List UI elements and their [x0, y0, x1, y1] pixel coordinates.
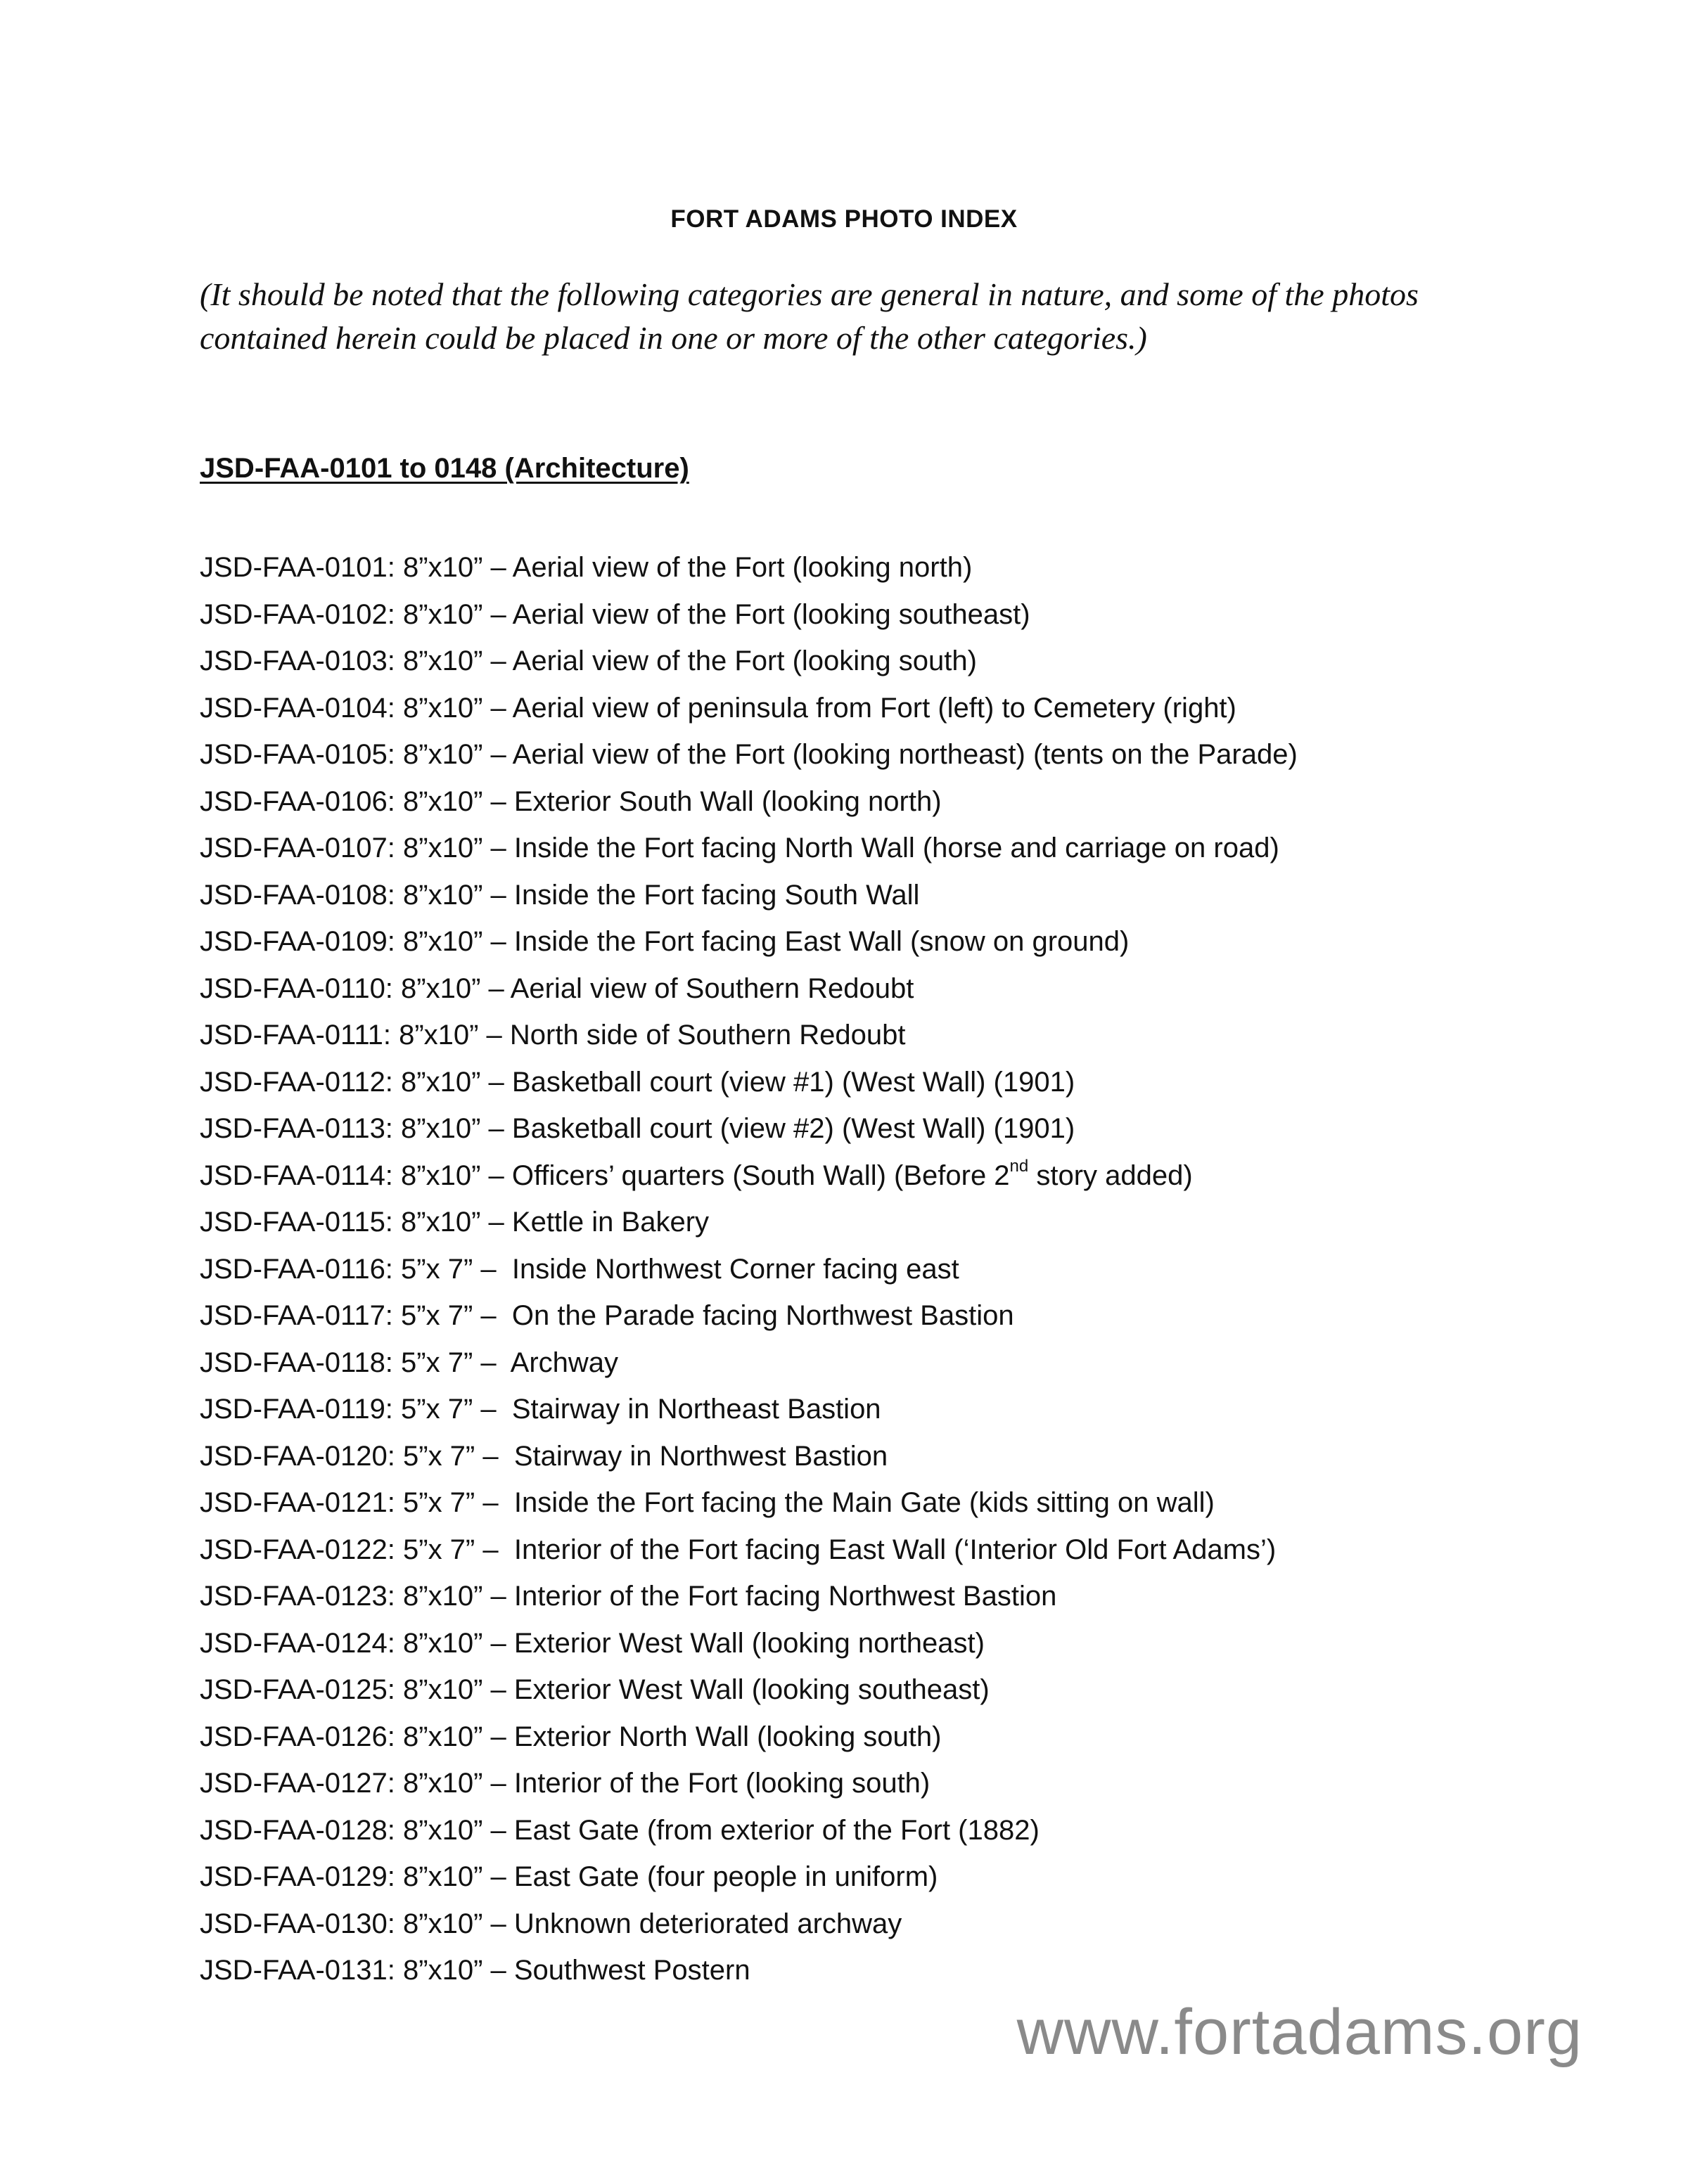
photo-index-list [200, 544, 1298, 1994]
list-item: JSD-FAA-0104: 8”x10” – Aerial view of peninsula from Fort (left) to Cemetery (right) [200, 692, 1236, 724]
list-item: JSD-FAA-0120: 5”x 7” – Stairway in Northwest Bastion [200, 1440, 888, 1472]
list-item: JSD-FAA-0129: 8”x10” – East Gate (four people in uniform) [200, 1861, 938, 1892]
list-item: JSD-FAA-0121: 5”x 7” – Inside the Fort facing the Main Gate (kids sitting on wall) [200, 1487, 1215, 1518]
list-item: JSD-FAA-0122: 5”x 7” – Interior of the Fort facing East Wall (‘Interior Old Fort Adams’) [200, 1534, 1277, 1565]
list-item: JSD-FAA-0110: 8”x10” – Aerial view of Southern Redoubt [200, 972, 914, 1004]
list-item: JSD-FAA-0103: 8”x10” – Aerial view of the Fort (looking south) [200, 645, 977, 676]
list-item: JSD-FAA-0128: 8”x10” – East Gate (from exterior of the Fort (1882) [200, 1814, 1040, 1846]
section-heading: JSD-FAA-0101 to 0148 (Architecture) [200, 453, 689, 484]
list-item-text: JSD-FAA-0114: 8”x10” – Officers’ quarters (South Wall) (Before 2 [200, 1160, 1010, 1191]
list-item: JSD-FAA-0117: 5”x 7” – On the Parade facing Northwest Bastion [200, 1300, 1014, 1331]
list-item-suffix: story added) [1028, 1160, 1193, 1191]
page-title: FORT ADAMS PHOTO INDEX [670, 205, 1018, 233]
superscript: nd [1009, 1157, 1029, 1176]
list-item: JSD-FAA-0102: 8”x10” – Aerial view of the Fort (looking southeast) [200, 598, 1030, 630]
list-item: JSD-FAA-0109: 8”x10” – Inside the Fort facing East Wall (snow on ground) [200, 926, 1130, 957]
list-item: JSD-FAA-0101: 8”x10” – Aerial view of the Fort (looking north) [200, 552, 973, 583]
list-item: JSD-FAA-0108: 8”x10” – Inside the Fort facing South Wall [200, 879, 920, 911]
website-watermark: www.fortadams.org [1016, 1996, 1582, 2068]
list-item: JSD-FAA-0131: 8”x10” – Southwest Postern [200, 1955, 750, 1986]
list-item: JSD-FAA-0124: 8”x10” – Exterior West Wall (looking northeast) [200, 1627, 985, 1659]
list-item: JSD-FAA-0125: 8”x10” – Exterior West Wall (looking southeast) [200, 1674, 990, 1705]
list-item: JSD-FAA-0113: 8”x10” – Basketball court (view #2) (West Wall) (1901) [200, 1113, 1075, 1144]
intro-note: (It should be noted that the following categories are general in nature, and some of the photos contained herein could be placed in one or more of the other categories.) [200, 276, 1419, 356]
list-item: JSD-FAA-0105: 8”x10” – Aerial view of the Fort (looking northeast) (tents on the Parade) [200, 739, 1298, 770]
list-item: JSD-FAA-0106: 8”x10” – Exterior South Wall (looking north) [200, 785, 942, 817]
list-item: JSD-FAA-0111: 8”x10” – North side of Southern Redoubt [200, 1020, 906, 1051]
list-item-0114 [200, 1152, 1298, 1200]
list-item: JSD-FAA-0130: 8”x10” – Unknown deteriorated archway [200, 1908, 902, 1939]
list-item: JSD-FAA-0115: 8”x10” – Kettle in Bakery [200, 1207, 710, 1238]
list-item: JSD-FAA-0127: 8”x10” – Interior of the Fort (looking south) [200, 1768, 931, 1799]
list-item: JSD-FAA-0112: 8”x10” – Basketball court (view #1) (West Wall) (1901) [200, 1066, 1075, 1098]
list-item: JSD-FAA-0123: 8”x10” – Interior of the Fort facing Northwest Bastion [200, 1581, 1057, 1612]
list-item: JSD-FAA-0116: 5”x 7” – Inside Northwest Corner facing east [200, 1253, 959, 1285]
list-item: JSD-FAA-0119: 5”x 7” – Stairway in Northeast Bastion [200, 1394, 881, 1425]
list-item: JSD-FAA-0107: 8”x10” – Inside the Fort facing North Wall (horse and carriage on road) [200, 833, 1279, 863]
list-item: JSD-FAA-0126: 8”x10” – Exterior North Wall (looking south) [200, 1721, 942, 1752]
list-item: JSD-FAA-0118: 5”x 7” – Archway [200, 1347, 619, 1378]
